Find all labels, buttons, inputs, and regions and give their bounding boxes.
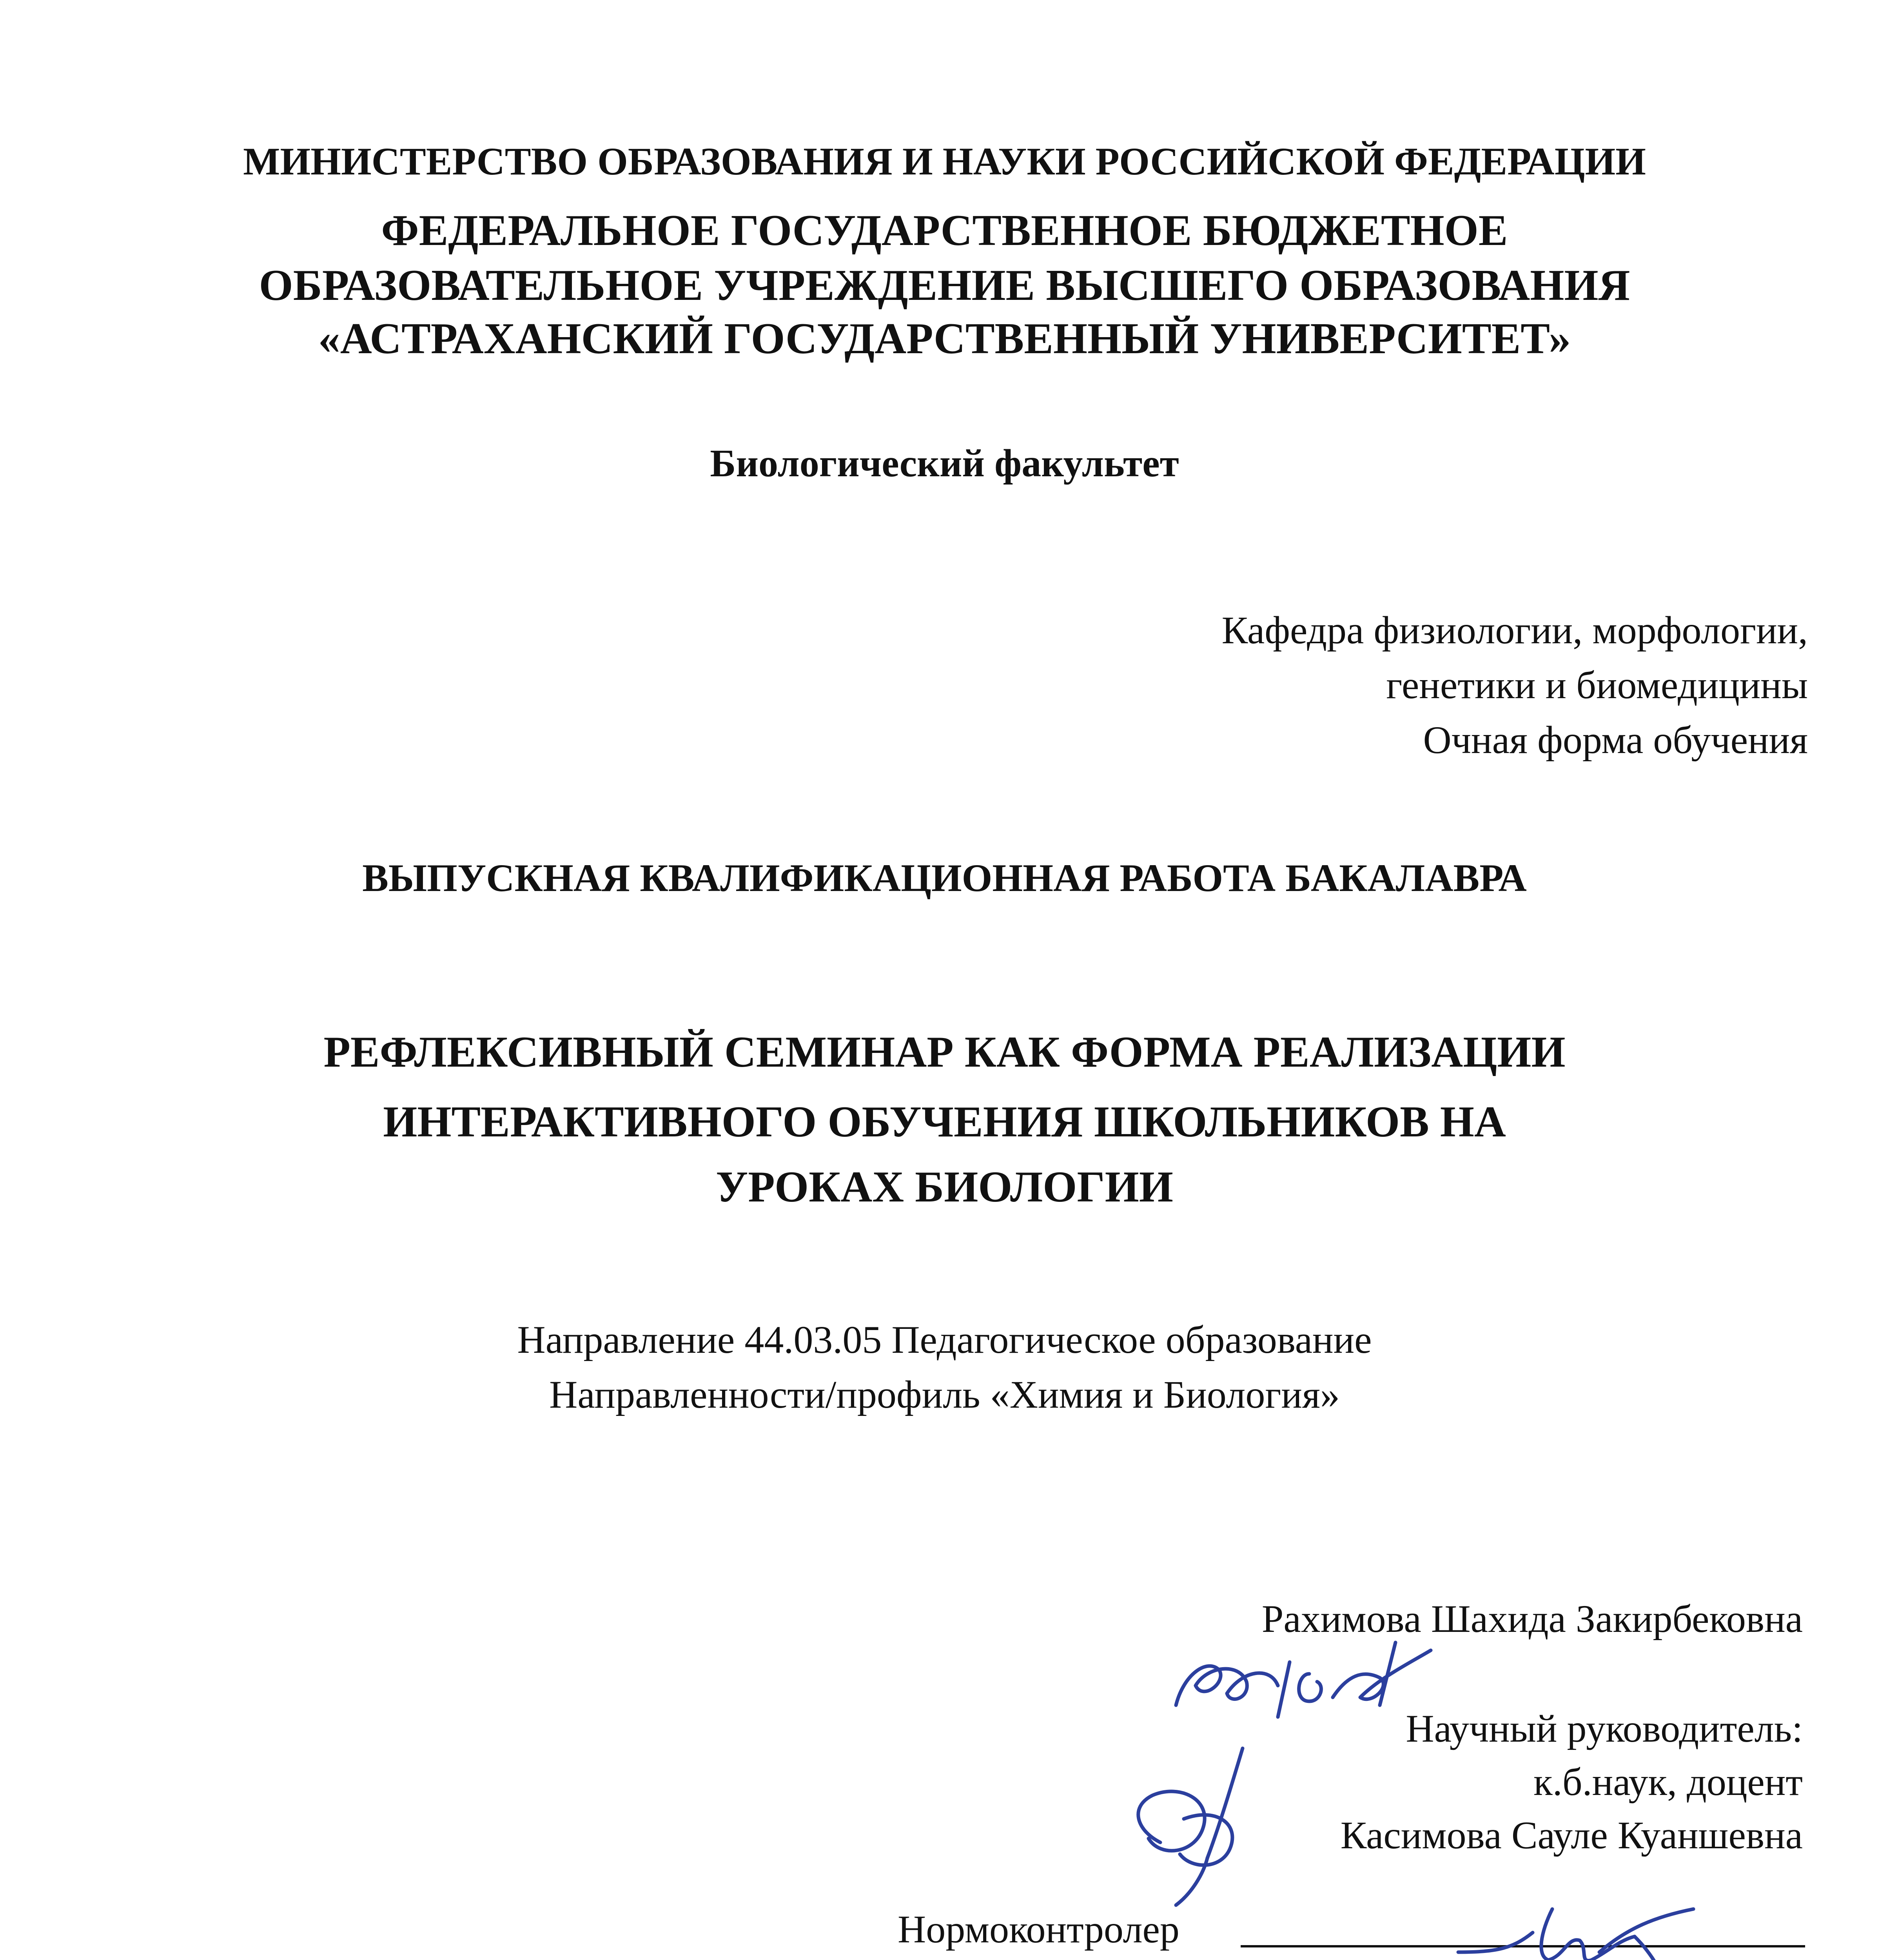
institution-line-1: ФЕДЕРАЛЬНОЕ ГОСУДАРСТВЕННОЕ БЮДЖЕТНОЕ bbox=[381, 206, 1508, 255]
supervisor-label: Научный руководитель: bbox=[1406, 1707, 1803, 1750]
department-line-1: Кафедра физиологии, морфологии, bbox=[1221, 608, 1808, 652]
supervisor-signature-icon bbox=[1113, 1740, 1278, 1913]
direction-line: Направление 44.03.05 Педагогическое образование bbox=[517, 1318, 1372, 1361]
ministry-line: МИНИСТЕРСТВО ОБРАЗОВАНИЯ И НАУКИ РОССИЙСКОЙ ФЕДЕРАЦИИ bbox=[243, 140, 1646, 183]
thesis-title-line-1: РЕФЛЕКСИВНЫЙ СЕМИНАР КАК ФОРМА РЕАЛИЗАЦИИ bbox=[323, 1028, 1566, 1076]
work-type-heading: ВЫПУСКНАЯ КВАЛИФИКАЦИОННАЯ РАБОТА БАКАЛАВРА bbox=[362, 856, 1527, 900]
supervisor-name: Касимова Сауле Куаншевна bbox=[1340, 1813, 1803, 1857]
institution-line-2: ОБРАЗОВАТЕЛЬНОЕ УЧРЕЖДЕНИЕ ВЫСШЕГО ОБРАЗОВАНИЯ bbox=[259, 261, 1630, 310]
thesis-title-line-3: УРОКАХ БИОЛОГИИ bbox=[716, 1163, 1173, 1211]
normocontroller-label: Нормоконтролер bbox=[898, 1907, 1179, 1951]
study-form-line: Очная форма обучения bbox=[1423, 718, 1808, 762]
normocontroller-signature-icon bbox=[1450, 1893, 1701, 1960]
student-name: Рахимова Шахида Закирбековна bbox=[1261, 1597, 1803, 1641]
student-signature-icon bbox=[1160, 1627, 1443, 1729]
department-line-2: генетики и биомедицины bbox=[1386, 663, 1808, 707]
thesis-title-line-2: ИНТЕРАКТИВНОГО ОБУЧЕНИЯ ШКОЛЬНИКОВ НА bbox=[383, 1098, 1506, 1146]
institution-line-3: «АСТРАХАНСКИЙ ГОСУДАРСТВЕННЫЙ УНИВЕРСИТЕТ» bbox=[318, 314, 1571, 363]
supervisor-degree: к.б.наук, доцент bbox=[1533, 1760, 1803, 1804]
faculty-line: Биологический факультет bbox=[710, 441, 1179, 485]
profile-line: Направленности/профиль «Химия и Биология» bbox=[549, 1373, 1340, 1416]
